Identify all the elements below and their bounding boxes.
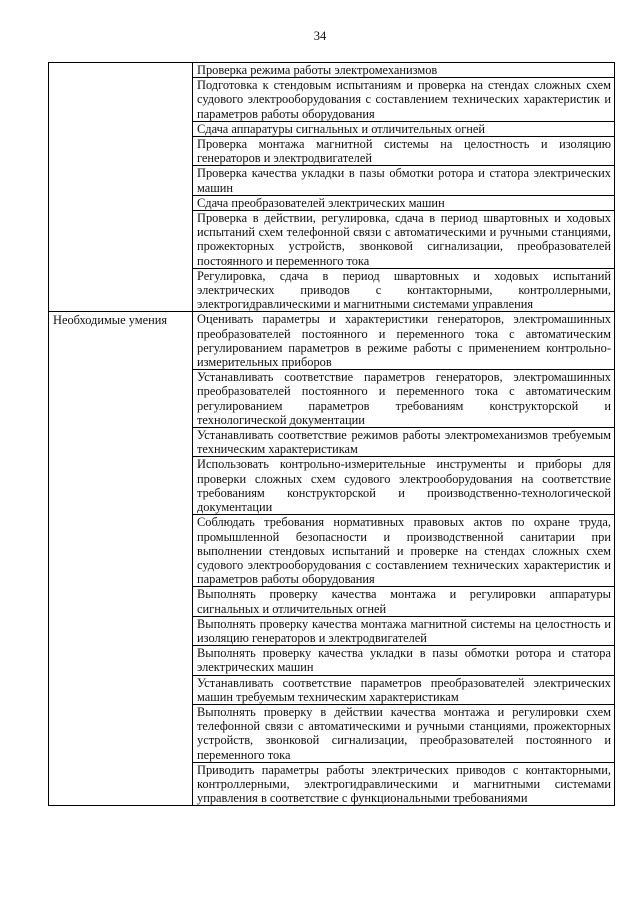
table-cell: Проверка монтажа магнитной системы на целостность и изоляцию генераторов и электродвигателей (193, 137, 615, 166)
requirements-table (48, 62, 615, 806)
table-cell: Использовать контрольно-измерительные инструменты и приборы для проверки сложных схем судового электрооборудования на соответствие требованиям конструкторской и производственно-технологической документации (193, 457, 615, 515)
table-cell: Выполнять проверку качества монтажа и регулировки аппаратуры сигнальных и отличительных огней (193, 587, 615, 616)
table-cell: Оценивать параметры и характеристики генераторов, электромашинных преобразователей постоянного и переменного тока с автоматическим регулированием параметров в режиме работы с применением контрольно-измерительных приборов (193, 312, 615, 370)
table-row (49, 63, 615, 78)
table-cell: Подготовка к стендовым испытаниям и проверка на стендах сложных схем судового электрооборудования с составлением технических характеристик и параметров работы оборудования (193, 78, 615, 122)
table-cell: Выполнять проверку качества монтажа магнитной системы на целостность и изоляцию генераторов и электродвигателей (193, 616, 615, 645)
table-cell: Выполнять проверку в действии качества монтажа и регулировки схем телефонной связи с автоматическими и ручными станциями, прожекторных устройств, звонковой сигнализации, преобразователей постоянного и переменного тока (193, 704, 615, 762)
table-cell: Сдача аппаратуры сигнальных и отличительных огней (193, 121, 615, 136)
table-cell: Устанавливать соответствие параметров генераторов, электромашинных преобразователей постоянного и переменного тока с автоматическим регулированием параметров требованиям конструкторской и технологической документации (193, 370, 615, 428)
section-label-required-skills: Необходимые умения (49, 312, 193, 806)
page-number: 34 (313, 29, 327, 43)
table-row (49, 312, 615, 370)
table-cell: Приводить параметры работы электрических приводов с контакторными, контроллерными, электрогидравлическими и магнитными системами управления в соответствие с функциональными требованиями (193, 762, 615, 806)
table-cell: Выполнять проверку качества укладки в пазы обмотки ротора и статора электрических машин (193, 646, 615, 675)
table-cell: Регулировка, сдача в период швартовных и ходовых испытаний электрических приводов с контакторными, контроллерными, электрогидравлическими и магнитными системами управления (193, 268, 615, 312)
table-cell: Сдача преобразователей электрических машин (193, 195, 615, 210)
table-cell: Проверка режима работы электромеханизмов (193, 63, 615, 78)
empty-label-cell (49, 63, 193, 312)
table-cell: Соблюдать требования нормативных правовых актов по охране труда, промышленной безопасности и производственной санитарии при выполнении стендовых испытаний и проверке на стендах сложных схем судового электрооборудования с составлением технических характеристик и параметров работы оборудования (193, 515, 615, 587)
table-cell: Устанавливать соответствие режимов работы электромеханизмов требуемым техническим характеристикам (193, 428, 615, 457)
table-cell: Проверка в действии, регулировка, сдача в период швартовных и ходовых испытаний схем телефонной связи с автоматическими и ручными станциями, прожекторных устройств, звонковой сигнализации, преобразователей постоянного и переменного тока (193, 211, 615, 269)
table-cell: Устанавливать соответствие параметров преобразователей электрических машин требуемым техническим характеристикам (193, 675, 615, 704)
table-cell: Проверка качества укладки в пазы обмотки ротора и статора электрических машин (193, 166, 615, 195)
